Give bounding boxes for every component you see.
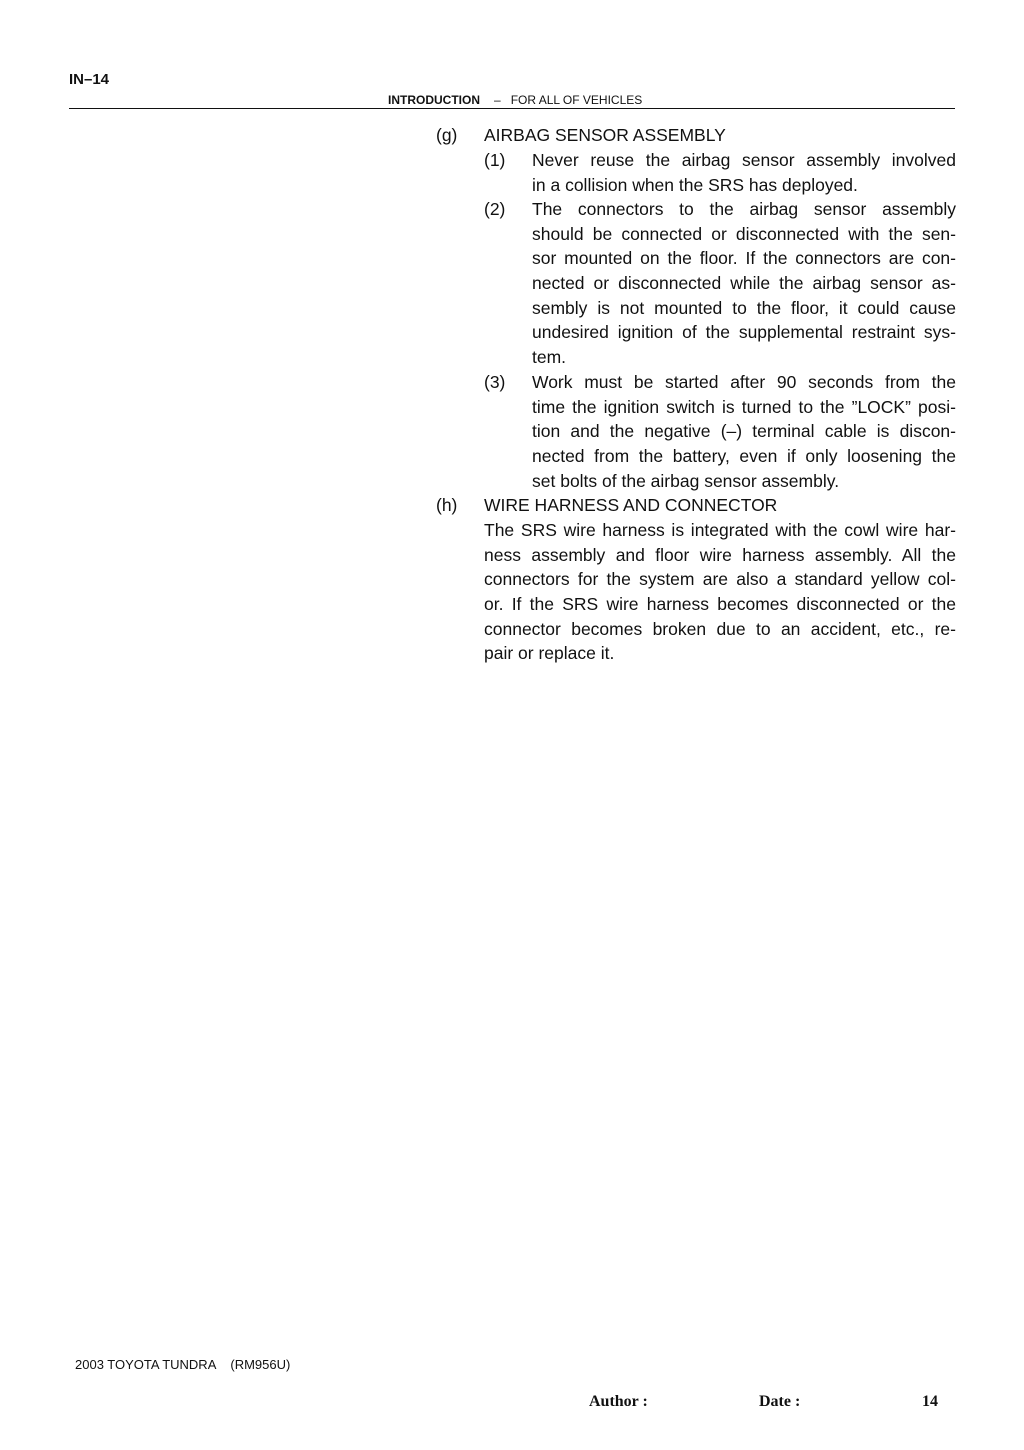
footer-model xyxy=(75,1357,290,1372)
text-line: set bolts of the airbag sensor assembly. xyxy=(532,470,840,491)
text-line: ness assembly and floor wire harness assembly. All the xyxy=(484,544,956,565)
item-marker: (h) xyxy=(436,495,458,515)
text-line: connectors for the system are also a standard yellow col- xyxy=(484,569,956,590)
text-line: sor mounted on the floor. If the connectors are con- xyxy=(532,248,956,269)
text-line: tem. xyxy=(532,347,567,368)
text-line: Never reuse the airbag sensor assembly involved xyxy=(532,150,956,170)
item-marker: (g) xyxy=(436,125,458,145)
text-line: time the ignition switch is turned to the ”LOCK” posi- xyxy=(532,396,956,417)
header-separator: – xyxy=(494,93,501,107)
text-line: undesired ignition of the supplemental restraint sys- xyxy=(532,322,956,343)
date-label: Date : xyxy=(759,1393,801,1410)
running-head xyxy=(388,93,642,107)
subitem-text xyxy=(532,370,956,493)
vehicle-model: 2003 TOYOTA TUNDRA xyxy=(75,1357,217,1372)
page-number: 14 xyxy=(922,1393,938,1410)
section-title: INTRODUCTION xyxy=(388,93,480,107)
subitem-text xyxy=(532,197,956,370)
subitem-text xyxy=(532,148,956,197)
text-line: pair or replace it. xyxy=(484,643,615,664)
text-line: in a collision when the SRS has deployed. xyxy=(532,174,858,195)
item-title: WIRE HARNESS AND CONNECTOR xyxy=(484,495,778,515)
header-rule xyxy=(69,108,955,109)
text-line: Work must be started after 90 seconds from the xyxy=(532,372,956,392)
text-line: nected or disconnected while the airbag sensor as- xyxy=(532,273,956,294)
text-line: nected from the battery, even if only loosening the xyxy=(532,446,956,467)
text-line: The connectors to the airbag sensor assembly xyxy=(532,199,956,219)
subsection-title: FOR ALL OF VEHICLES xyxy=(510,93,643,107)
manual-code: (RM956U) xyxy=(230,1357,291,1372)
text-line: The SRS wire harness is integrated with the cowl wire har- xyxy=(484,520,956,540)
text-line: or. If the SRS wire harness becomes disconnected or the xyxy=(484,594,956,615)
item-title: AIRBAG SENSOR ASSEMBLY xyxy=(484,125,726,145)
text-line: sembly is not mounted to the floor, it could cause xyxy=(532,297,956,318)
subitem-marker: (3) xyxy=(484,372,506,392)
text-line: tion and the negative (–) terminal cable is discon- xyxy=(532,421,956,442)
page-id: IN–14 xyxy=(69,71,110,88)
text-line: connector becomes broken due to an accident, etc., re- xyxy=(484,618,956,639)
subitem-marker: (2) xyxy=(484,199,506,219)
subitem-marker: (1) xyxy=(484,150,506,170)
item-h-paragraph xyxy=(484,518,956,666)
author-label: Author : xyxy=(589,1393,648,1410)
text-line: should be connected or disconnected with the sen- xyxy=(532,223,956,244)
